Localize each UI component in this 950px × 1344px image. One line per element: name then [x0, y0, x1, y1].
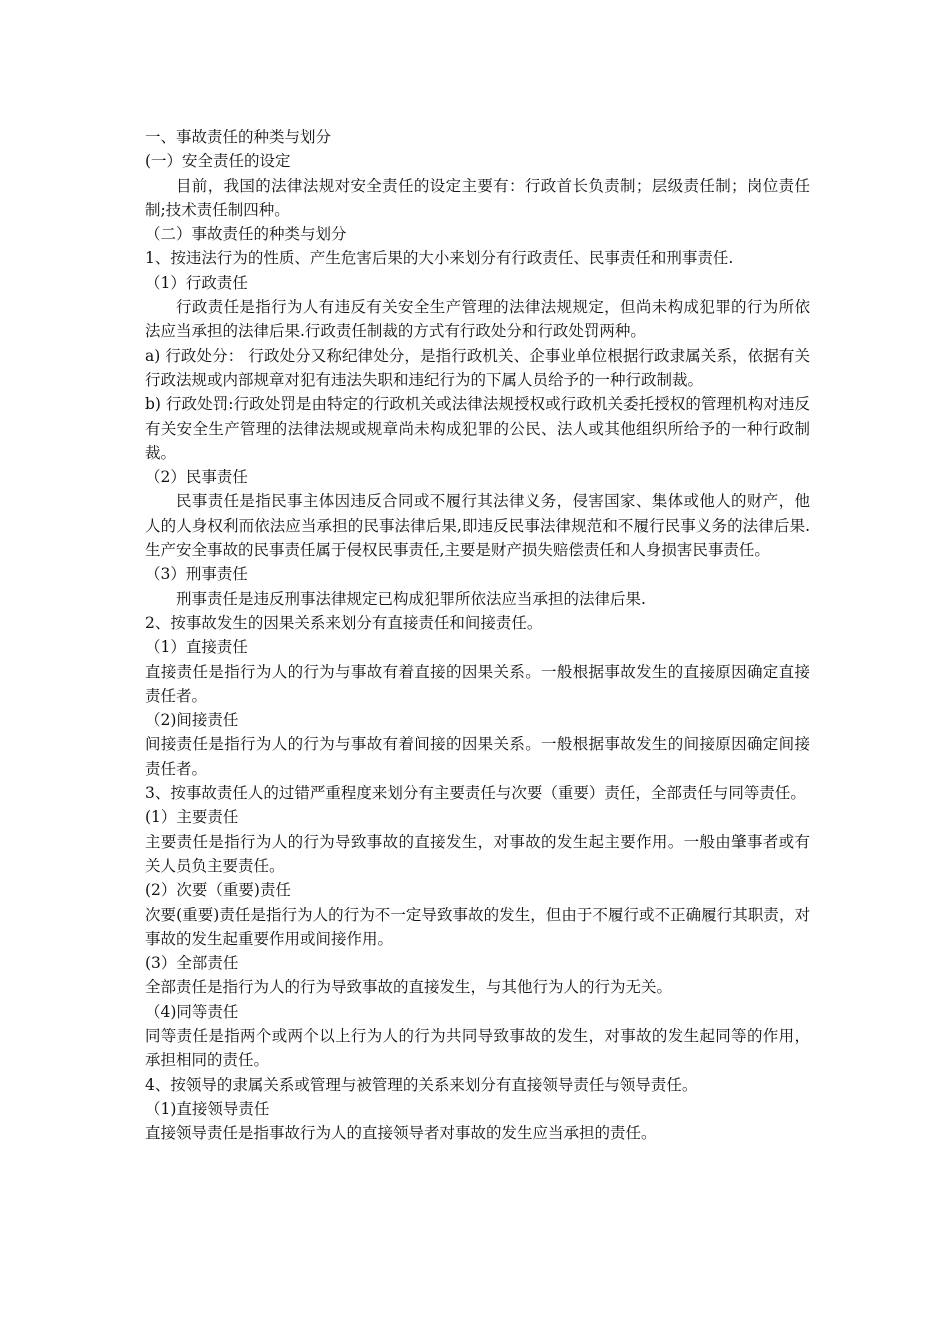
subsection-heading: （二）事故责任的种类与划分 [145, 225, 347, 244]
body-paragraph: 民事责任是指民事主体因违反合同或不履行其法律义务，侵害国家、集体或他人的财产，他人的人身权利而依法应当承担的民事法律后果,即违反民事法律规范和不履行民事义务的法律后果.生产安全事故的民事责任属于侵权民事责任,主要是财产损失赔偿责任和人身损害民事责任。 [145, 492, 810, 560]
item-heading: （1）直接责任 [145, 638, 248, 657]
document-body [145, 125, 810, 1145]
body-paragraph: 目前，我国的法律法规对安全责任的设定主要有：行政首长负责制；层级责任制；岗位责任制;技术责任制四种。 [145, 176, 810, 219]
section-heading: 一、事故责任的种类与划分 [145, 128, 332, 146]
item-heading: (2）次要（重要)责任 [145, 881, 291, 900]
body-paragraph: 行政责任是指行为人有违反有关安全生产管理的法律法规规定，但尚未构成犯罪的行为所依法应当承担的法律后果.行政责任制裁的方式有行政处分和行政处罚两种。 [145, 298, 810, 341]
body-paragraph: 次要(重要)责任是指行为人的行为不一定导致事故的发生，但由于不履行或不正确履行其职责，对事故的发生起重要作用或间接作用。 [145, 905, 810, 948]
body-paragraph: 直接责任是指行为人的行为与事故有着直接的因果关系。一般根据事故发生的直接原因确定直接责任者。 [145, 662, 810, 705]
item-heading: （2）民事责任 [145, 468, 248, 487]
body-paragraph: 直接领导责任是指事故行为人的直接领导者对事故的发生应当承担的责任。 [145, 1124, 657, 1143]
list-heading: 2、按事故发生的因果关系来划分有直接责任和间接责任。 [145, 613, 543, 632]
list-heading: 4、按领导的隶属关系或管理与被管理的关系来划分有直接领导责任与领导责任。 [145, 1075, 698, 1094]
body-paragraph: 刑事责任是违反刑事法律规定已构成犯罪所依法应当承担的法律后果. [176, 589, 646, 608]
body-paragraph: 全部责任是指行为人的行为导致事故的直接发生，与其他行为人的行为无关。 [145, 978, 673, 997]
body-paragraph: b) 行政处罚:行政处罚是由特定的行政机关或法律法规授权或行政机关委托授权的管理机构对违反有关安全生产管理的法律法规或规章尚未构成犯罪的公民、法人或其他组织所给予的一种行政制裁。 [145, 395, 810, 462]
item-heading: （3）刑事责任 [145, 565, 248, 584]
body-paragraph: 间接责任是指行为人的行为与事故有着间接的因果关系。一般根据事故发生的间接原因确定间接责任者。 [145, 735, 810, 778]
list-heading: 1、按违法行为的性质、产生危害后果的大小来划分有行政责任、民事责任和刑事责任. [145, 249, 734, 268]
item-heading: （1）行政责任 [145, 273, 248, 292]
body-paragraph: a) 行政处分： 行政处分又称纪律处分，是指行政机关、企事业单位根据行政隶属关系，依据有关行政法规或内部规章对犯有违法失职和违纪行为的下属人员给予的一种行政制裁。 [145, 346, 810, 389]
item-heading: (3）全部责任 [145, 954, 239, 973]
item-heading: （1)直接领导责任 [145, 1099, 270, 1118]
item-heading: （4)同等责任 [145, 1002, 239, 1021]
list-heading: 3、按事故责任人的过错严重程度来划分有主要责任与次要（重要）责任，全部责任与同等责任。 [145, 784, 806, 803]
subsection-heading: (一）安全责任的设定 [145, 152, 291, 171]
item-heading: (1）主要责任 [145, 808, 239, 827]
body-paragraph: 主要责任是指行为人的行为导致事故的直接发生，对事故的发生起主要作用。一般由肇事者或有关人员负主要责任。 [145, 832, 810, 875]
body-paragraph: 同等责任是指两个或两个以上行为人的行为共同导致事故的发生，对事故的发生起同等的作用，承担相同的责任。 [145, 1026, 810, 1070]
item-heading: （2)间接责任 [145, 711, 239, 730]
